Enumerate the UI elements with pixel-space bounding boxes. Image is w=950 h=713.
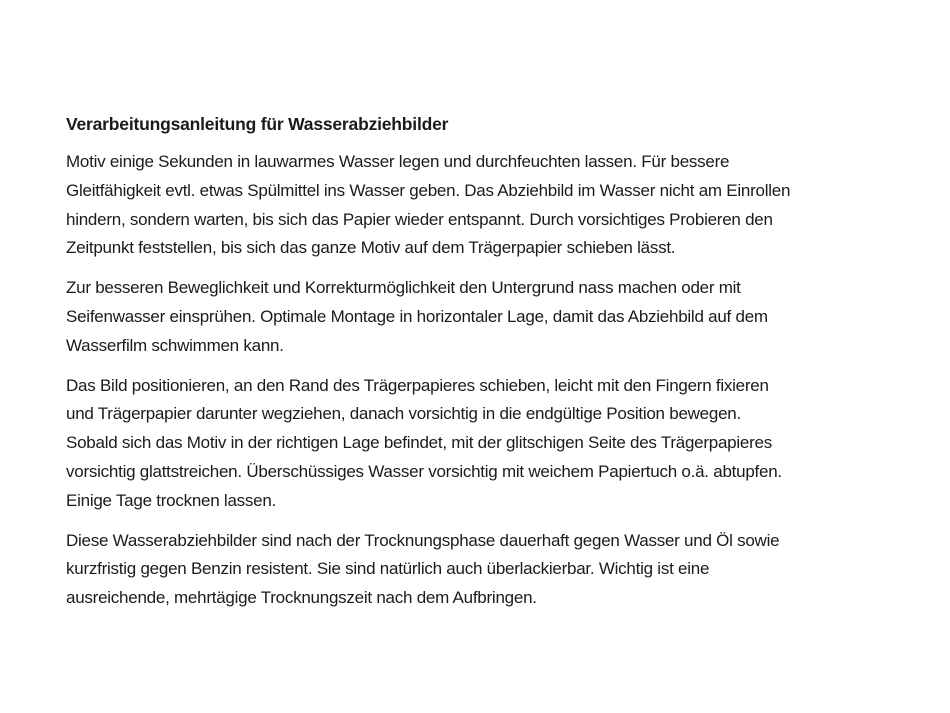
paragraph-durability: [66, 527, 896, 613]
text-line: Das Bild positionieren, an den Rand des Trägerpapieres schieben, leicht mit den Fingern fixieren: [66, 375, 769, 395]
text-line: Diese Wasserabziehbilder sind nach der Trocknungsphase dauerhaft gegen Wasser und Öl sowie: [66, 530, 780, 550]
paragraph-positioning: [66, 372, 896, 516]
text-line: Einige Tage trocknen lassen.: [66, 490, 277, 510]
text-line: Wasserfilm schwimmen kann.: [66, 335, 284, 355]
document-content: [66, 110, 896, 624]
text-line: ausreichende, mehrtägige Trocknungszeit nach dem Aufbringen.: [66, 588, 537, 608]
text-line: Gleitfähigkeit evtl. etwas Spülmittel ins Wasser geben. Das Abziehbild im Wasser nicht am Einrollen: [66, 180, 791, 200]
document-title: Verarbeitungsanleitung für Wasserabziehbilder: [66, 114, 449, 134]
text-line: und Trägerpapier darunter wegziehen, danach vorsichtig in die endgültige Position bewegen.: [66, 404, 741, 424]
paragraph-soaking: [66, 148, 896, 263]
text-line: Zur besseren Beweglichkeit und Korrekturmöglichkeit den Untergrund nass machen oder mit: [66, 278, 741, 298]
text-line: Motiv einige Sekunden in lauwarmes Wasser legen und durchfeuchten lassen. Für bessere: [66, 152, 730, 171]
text-line: kurzfristig gegen Benzin resistent. Sie sind natürlich auch überlackierbar. Wichtig ist eine: [66, 559, 710, 579]
text-line: Seifenwasser einsprühen. Optimale Montage in horizontaler Lage, damit das Abziehbild auf dem: [66, 306, 768, 326]
text-line: vorsichtig glattstreichen. Überschüssiges Wasser vorsichtig mit weichem Papiertuch o.ä. abtupfen.: [66, 461, 782, 481]
text-line: Zeitpunkt feststellen, bis sich das ganze Motiv auf dem Trägerpapier schieben lässt.: [66, 238, 676, 258]
text-line: hindern, sondern warten, bis sich das Papier wieder entspannt. Durch vorsichtiges Probieren den: [66, 209, 773, 229]
text-line: Sobald sich das Motiv in der richtigen Lage befindet, mit der glitschigen Seite des Trägerpapieres: [66, 433, 772, 453]
paragraph-surface-prep: [66, 274, 896, 360]
